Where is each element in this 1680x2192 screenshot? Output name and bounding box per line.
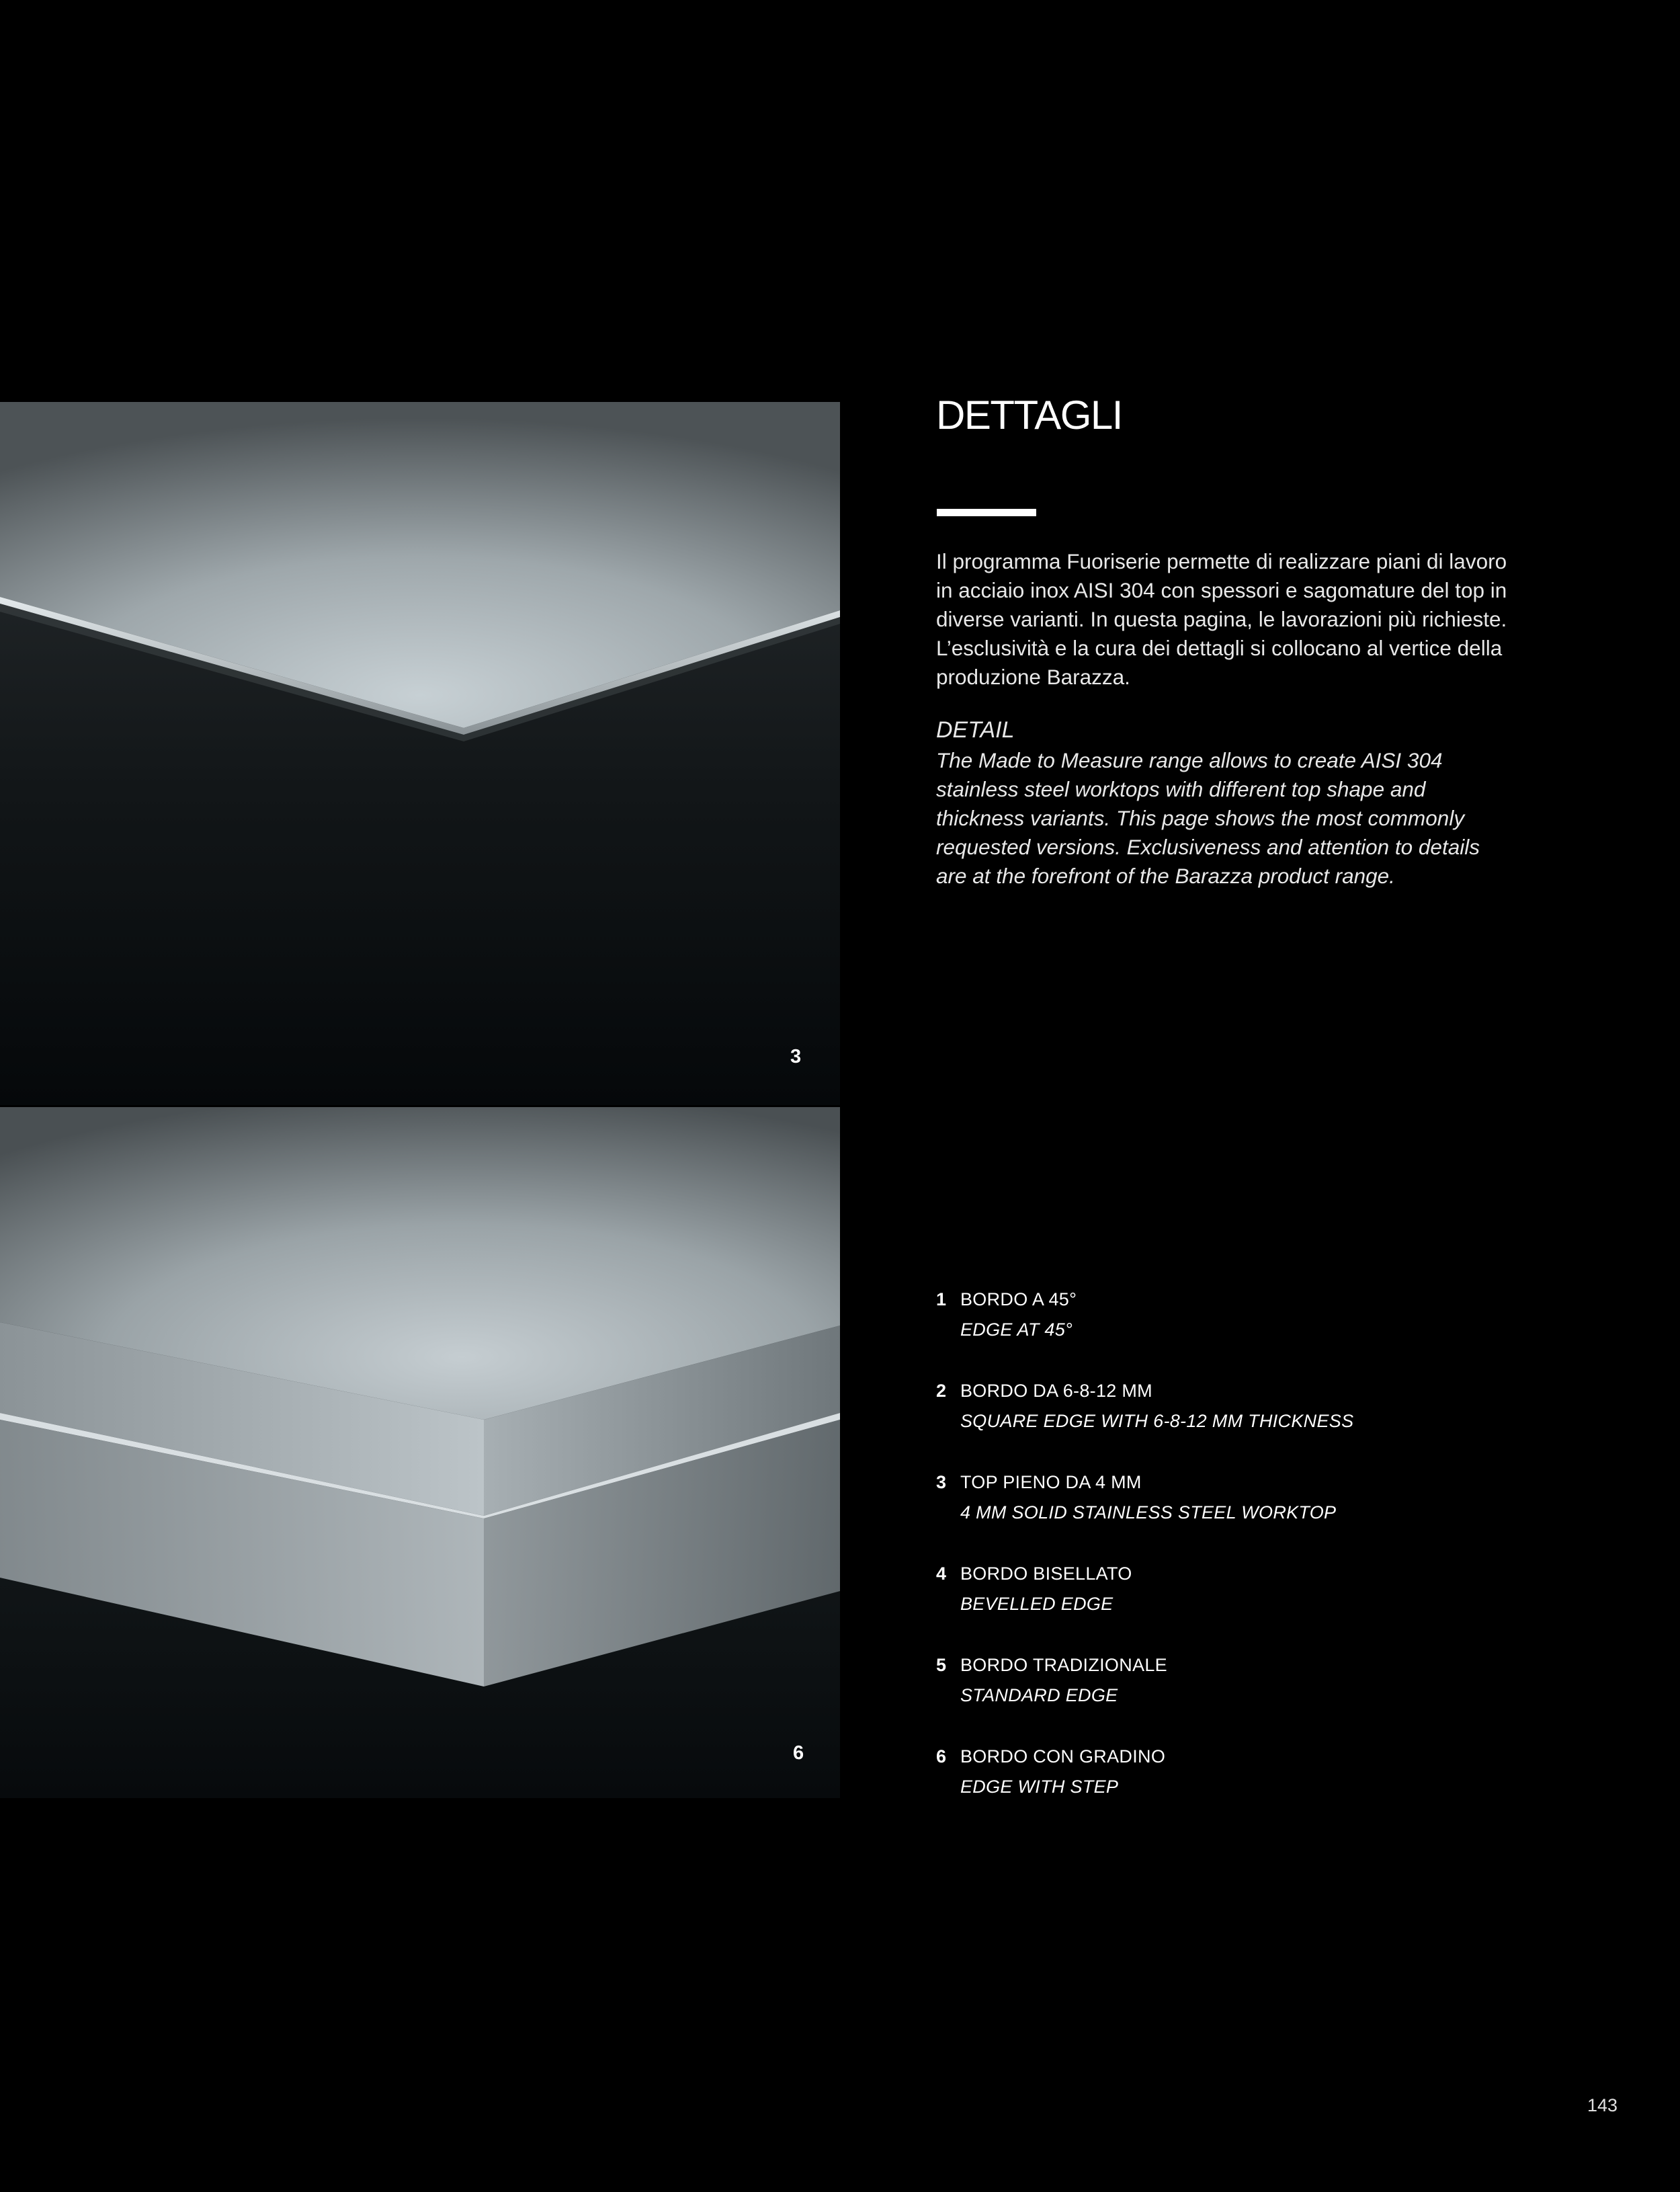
intro-text-english: The Made to Measure range allows to create AISI 304 stainless steel worktops with different top shape and thickness variants. This page shows the most commonly requested versions. Exclusiveness and attention to details are at the forefront of the Barazza product range. <box>936 748 1480 888</box>
list-item <box>936 1655 1541 1746</box>
list-item-label-english: EDGE WITH STEP <box>960 1777 1119 1797</box>
list-item <box>936 1746 1541 1838</box>
list-item-label-italian: BORDO A 45° <box>960 1289 1077 1309</box>
title-divider <box>937 509 1036 516</box>
list-item-number: 3 <box>936 1472 947 1492</box>
edge-types-list <box>936 1289 1541 1838</box>
list-item-label-italian: BORDO DA 6-8-12 MM <box>960 1381 1152 1401</box>
list-item-label-italian: BORDO BISELLATO <box>960 1564 1132 1584</box>
list-item-label-english: STANDARD EDGE <box>960 1685 1118 1705</box>
list-item-label-english: SQUARE EDGE WITH 6-8-12 MM THICKNESS <box>960 1411 1354 1431</box>
list-item-number: 2 <box>936 1381 947 1401</box>
steel-worktop-image <box>0 1107 840 1798</box>
detail-subtitle: DETAIL <box>936 717 1015 743</box>
steel-worktop-image <box>0 402 840 1105</box>
list-item-number: 6 <box>936 1746 947 1767</box>
list-item <box>936 1289 1541 1381</box>
list-item-label-english: BEVELLED EDGE <box>960 1594 1114 1614</box>
page-number: 143 <box>1587 2095 1618 2115</box>
list-item-label-english: EDGE AT 45° <box>960 1320 1073 1340</box>
photo-number: 6 <box>793 1742 804 1764</box>
list-item-label-italian: BORDO TRADIZIONALE <box>960 1655 1167 1675</box>
photo-number: 3 <box>790 1046 802 1067</box>
photo-edge-45 <box>0 402 840 1105</box>
list-item-label-italian: TOP PIENO DA 4 MM <box>960 1472 1142 1492</box>
list-item <box>936 1472 1541 1564</box>
list-item <box>936 1564 1541 1655</box>
photo-edge-step <box>0 1107 840 1798</box>
page-title: DETTAGLI <box>936 393 1122 438</box>
list-item-label-italian: BORDO CON GRADINO <box>960 1746 1166 1767</box>
intro-text-italian: Il programma Fuoriserie permette di realizzare piani di lavoro in acciaio inox AISI 304 con spessori e sagomature del top in diverse varianti. In questa pagina, le lavorazioni più richieste. L’esclusività e la cura dei dettagli si collocano al vertice della produzione Barazza. <box>936 549 1507 689</box>
list-item-number: 5 <box>936 1655 947 1675</box>
list-item-label-english: 4 MM SOLID STAINLESS STEEL WORKTOP <box>960 1502 1337 1523</box>
list-item-number: 1 <box>936 1289 947 1309</box>
list-item-number: 4 <box>936 1564 947 1584</box>
list-item <box>936 1381 1541 1472</box>
